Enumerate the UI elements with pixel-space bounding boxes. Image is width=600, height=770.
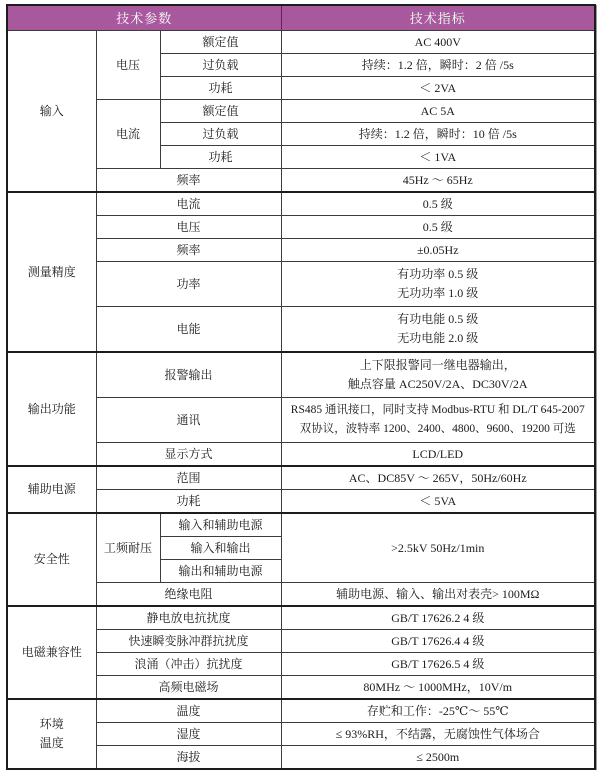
sub-label-current: 电流: [96, 100, 160, 169]
table-header-row: [7, 5, 595, 31]
param-withstand-input-aux: 输入和辅助电源: [160, 513, 281, 537]
row-emc-eft: [7, 630, 595, 653]
param-accuracy-energy: 电能: [96, 307, 281, 353]
param-env-humidity: 湿度: [96, 723, 281, 746]
row-emc-esd: [7, 606, 595, 630]
value-accuracy-power-line2: 无功功率 1.0 级: [397, 286, 479, 300]
value-output-comm-line1: RS485 通讯接口，同时支持 Modbus-RTU 和 DL/T 645-2007: [290, 404, 585, 416]
header-tech-specs: 技术指标: [281, 5, 595, 31]
param-output-alarm: 报警输出: [96, 352, 281, 398]
param-emc-rf: 高频电磁场: [96, 676, 281, 700]
param-accuracy-power: 功率: [96, 262, 281, 307]
value-env-altitude: ≤ 2500m: [281, 746, 595, 770]
param-withstand-input-output: 输入和输出: [160, 537, 281, 560]
row-accuracy-power: [7, 262, 595, 307]
row-output-alarm: [7, 352, 595, 398]
param-output-display: 显示方式: [96, 443, 281, 467]
param-voltage-rated: 额定值: [160, 31, 281, 54]
value-accuracy-power-line1: 有功功率 0.5 级: [397, 267, 479, 281]
value-accuracy-energy-line1: 有功电能 0.5 级: [397, 312, 479, 326]
value-output-comm-line2: 双协议，波特率 1200、2400、4800、9600、19200 可选: [299, 423, 576, 435]
param-voltage-consumption: 功耗: [160, 77, 281, 100]
value-voltage-consumption: ＜ 2VA: [281, 77, 595, 100]
row-output-display: [7, 443, 595, 467]
group-label-input: 输入: [7, 31, 96, 193]
header-tech-params: 技术参数: [7, 5, 281, 31]
param-current-consumption: 功耗: [160, 146, 281, 169]
technical-spec-table: [6, 4, 596, 770]
row-output-comm: [7, 398, 595, 443]
value-voltage-overload: 持续：1.2 倍，瞬时：2 倍 /5s: [281, 54, 595, 77]
value-env-temp: 存贮和工作：-25℃～ 55℃: [281, 699, 595, 723]
group-label-accuracy: 测量精度: [7, 192, 96, 352]
row-emc-surge: [7, 653, 595, 676]
value-safety-insulation: 辅助电源、输入、输出对表壳> 100MΩ: [281, 583, 595, 607]
row-safety-insulation: [7, 583, 595, 607]
param-auxpower-range: 范围: [96, 466, 281, 490]
value-emc-surge: GB/T 17626.5 4 级: [281, 653, 595, 676]
group-label-output: 输出功能: [7, 352, 96, 466]
group-label-environment: [7, 699, 96, 769]
row-env-temp: [7, 699, 595, 723]
value-accuracy-energy-line2: 无功电能 2.0 级: [397, 331, 479, 345]
row-accuracy-energy: [7, 307, 595, 353]
row-input-voltage-rated: [7, 31, 595, 54]
group-label-environment-line2: 温度: [39, 736, 64, 750]
value-auxpower-consumption: ＜ 5VA: [281, 490, 595, 514]
value-output-comm: [281, 398, 595, 443]
param-input-frequency: 频率: [96, 169, 281, 193]
value-input-frequency: 45Hz ～ 65Hz: [281, 169, 595, 193]
param-current-rated: 额定值: [160, 100, 281, 123]
param-accuracy-current: 电流: [96, 192, 281, 216]
value-auxpower-range: AC、DC85V ～ 265V，50Hz/60Hz: [281, 466, 595, 490]
value-accuracy-voltage: 0.5 级: [281, 216, 595, 239]
row-accuracy-voltage: [7, 216, 595, 239]
value-output-alarm-line1: 上下限报警同一继电器输出，: [359, 358, 516, 372]
row-safety-withstand-1: [7, 513, 595, 537]
param-env-altitude: 海拔: [96, 746, 281, 770]
value-current-overload: 持续：1.2 倍，瞬时：10 倍 /5s: [281, 123, 595, 146]
param-current-overload: 过负载: [160, 123, 281, 146]
row-auxpower-consumption: [7, 490, 595, 514]
value-accuracy-current: 0.5 级: [281, 192, 595, 216]
value-emc-eft: GB/T 17626.4 4 级: [281, 630, 595, 653]
param-accuracy-frequency: 频率: [96, 239, 281, 262]
row-input-frequency: [7, 169, 595, 193]
group-label-aux-power: 辅助电源: [7, 466, 96, 513]
value-accuracy-power: [281, 262, 595, 307]
value-accuracy-frequency: ±0.05Hz: [281, 239, 595, 262]
group-label-safety: 安全性: [7, 513, 96, 606]
value-current-consumption: ＜ 1VA: [281, 146, 595, 169]
param-voltage-overload: 过负载: [160, 54, 281, 77]
group-label-emc: 电磁兼容性: [7, 606, 96, 699]
param-env-temp: 温度: [96, 699, 281, 723]
value-voltage-rated: AC 400V: [281, 31, 595, 54]
row-env-humidity: [7, 723, 595, 746]
sub-label-withstand: 工频耐压: [96, 513, 160, 583]
param-emc-eft: 快速瞬变脉冲群抗扰度: [96, 630, 281, 653]
row-input-current-rated: [7, 100, 595, 123]
row-env-altitude: [7, 746, 595, 770]
group-label-environment-line1: 环境: [39, 717, 64, 731]
value-emc-esd: GB/T 17626.2 4 级: [281, 606, 595, 630]
value-output-alarm-line2: 触点容量 AC250V/2A、DC30V/2A: [347, 377, 528, 391]
param-safety-insulation: 绝缘电阻: [96, 583, 281, 607]
row-accuracy-current: [7, 192, 595, 216]
param-output-comm: 通讯: [96, 398, 281, 443]
value-accuracy-energy: [281, 307, 595, 353]
row-accuracy-frequency: [7, 239, 595, 262]
param-auxpower-consumption: 功耗: [96, 490, 281, 514]
value-output-display: LCD/LED: [281, 443, 595, 467]
value-current-rated: AC 5A: [281, 100, 595, 123]
row-emc-rf: [7, 676, 595, 700]
sub-label-voltage: 电压: [96, 31, 160, 100]
param-accuracy-voltage: 电压: [96, 216, 281, 239]
value-emc-rf: 80MHz ～ 1000MHz，10V/m: [281, 676, 595, 700]
value-env-humidity: ≤ 93%RH，不结露，无腐蚀性气体场合: [281, 723, 595, 746]
param-withstand-output-aux: 输出和辅助电源: [160, 560, 281, 583]
value-safety-withstand: >2.5kV 50Hz/1min: [281, 513, 595, 583]
param-emc-esd: 静电放电抗扰度: [96, 606, 281, 630]
value-output-alarm: [281, 352, 595, 398]
param-emc-surge: 浪涌（冲击）抗扰度: [96, 653, 281, 676]
row-auxpower-range: [7, 466, 595, 490]
